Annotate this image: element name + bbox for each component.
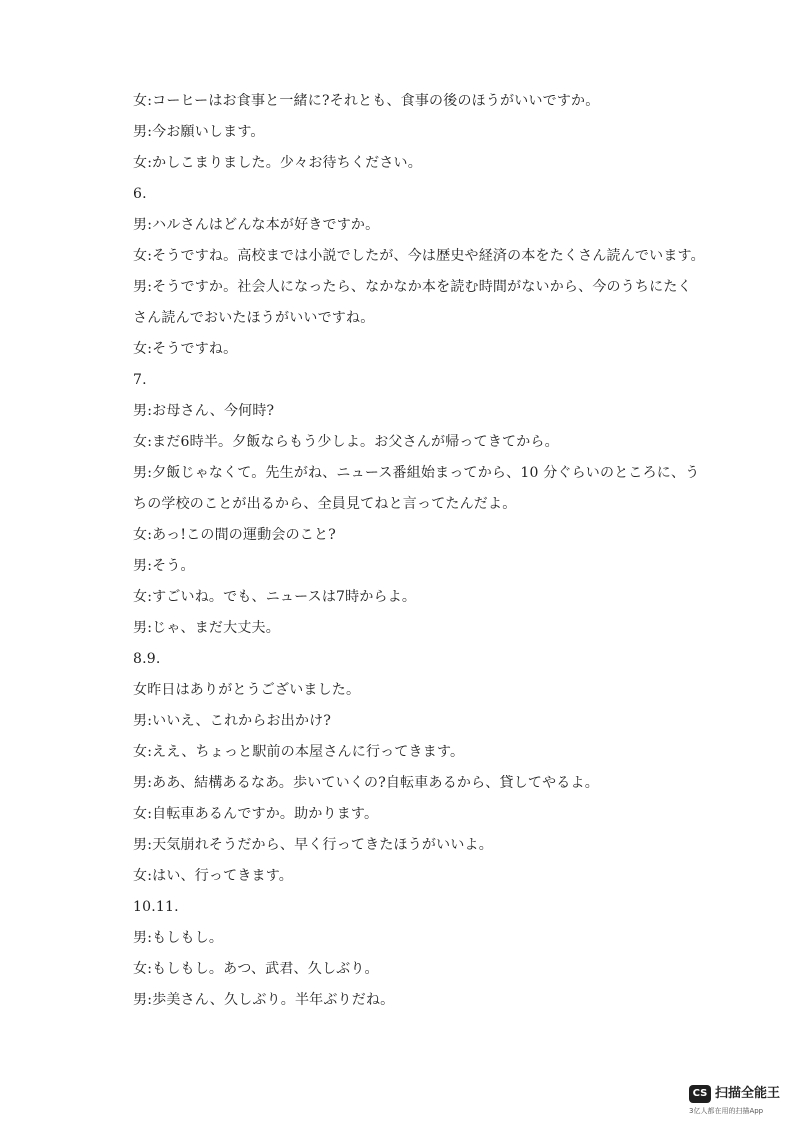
text-line: 女:ええ、ちょっと駅前の本屋さんに行ってきます。 bbox=[133, 744, 465, 760]
text-line: 男:天気崩れそうだから、早く行ってきたほうがいいよ。 bbox=[133, 837, 493, 853]
text-line: 女:かしこまりました。少々お待ちください。 bbox=[133, 155, 422, 171]
text-line: 女:そうですね。高校までは小説でしたが、今は歴史や経済の本をたくさん読んでいます。 bbox=[133, 248, 705, 264]
watermark-app-name: 扫描全能王 bbox=[715, 1086, 781, 1101]
section-number: 10.11. bbox=[133, 899, 179, 915]
dialogue-text bbox=[133, 91, 705, 1021]
camscanner-watermark bbox=[689, 1084, 793, 1120]
text-line: 男:じゃ、まだ大丈夫。 bbox=[133, 620, 280, 636]
text-line: 男:そう。 bbox=[133, 558, 195, 574]
text-line: 女:はい、行ってきます。 bbox=[133, 868, 293, 884]
camscanner-logo-icon: CS bbox=[689, 1085, 711, 1103]
text-line: 男:歩美さん、久しぶり。半年ぶりだね。 bbox=[133, 992, 395, 1008]
text-line: 女:自転車あるんですか。助かります。 bbox=[133, 806, 379, 822]
text-line: 女:コーヒーはお食事と一緒に?それとも、食事の後のほうがいいですか。 bbox=[133, 93, 600, 109]
section-number: 6. bbox=[133, 186, 147, 202]
text-line: さん読んでおいたほうがいいですね。 bbox=[133, 310, 375, 326]
section-number: 7. bbox=[133, 372, 147, 388]
text-line: 女:もしもし。あつ、武君、久しぶり。 bbox=[133, 961, 379, 977]
text-line: 男:ああ、結構あるなあ。歩いていくの?自転車あるから、貸してやるよ。 bbox=[133, 775, 599, 791]
text-line: 女昨日はありがとうございました。 bbox=[133, 682, 361, 698]
section-number: 8.9. bbox=[133, 651, 161, 667]
text-line: 男:いいえ、これからお出かけ? bbox=[133, 713, 332, 729]
text-line: 女:あっ!この間の運動会のこと? bbox=[133, 527, 336, 543]
text-line: 男:夕飯じゃなくて。先生がね、ニュース番組始まってから、10 分ぐらいのところに、う bbox=[133, 465, 700, 481]
text-line: 男:ハルさんはどんな本が好きですか。 bbox=[133, 217, 380, 233]
text-line: 女:すごいね。でも、ニュースは7時からよ。 bbox=[133, 589, 417, 605]
text-line: 女:まだ6時半。夕飯ならもう少しよ。お父さんが帰ってきてから。 bbox=[133, 434, 559, 450]
watermark-tagline: 3亿人都在用的扫描App bbox=[689, 1107, 764, 1115]
text-line: ちの学校のことが出るから、全員見てねと言ってたんだよ。 bbox=[133, 496, 517, 512]
text-line: 女:そうですね。 bbox=[133, 341, 238, 357]
text-line: 男:そうですか。社会人になったら、なかなか本を読む時間がないから、今のうちにたく bbox=[133, 279, 692, 295]
text-line: 男:お母さん、今何時? bbox=[133, 403, 275, 419]
text-line: 男:今お願いします。 bbox=[133, 124, 265, 140]
text-line: 男:もしもし。 bbox=[133, 930, 224, 946]
